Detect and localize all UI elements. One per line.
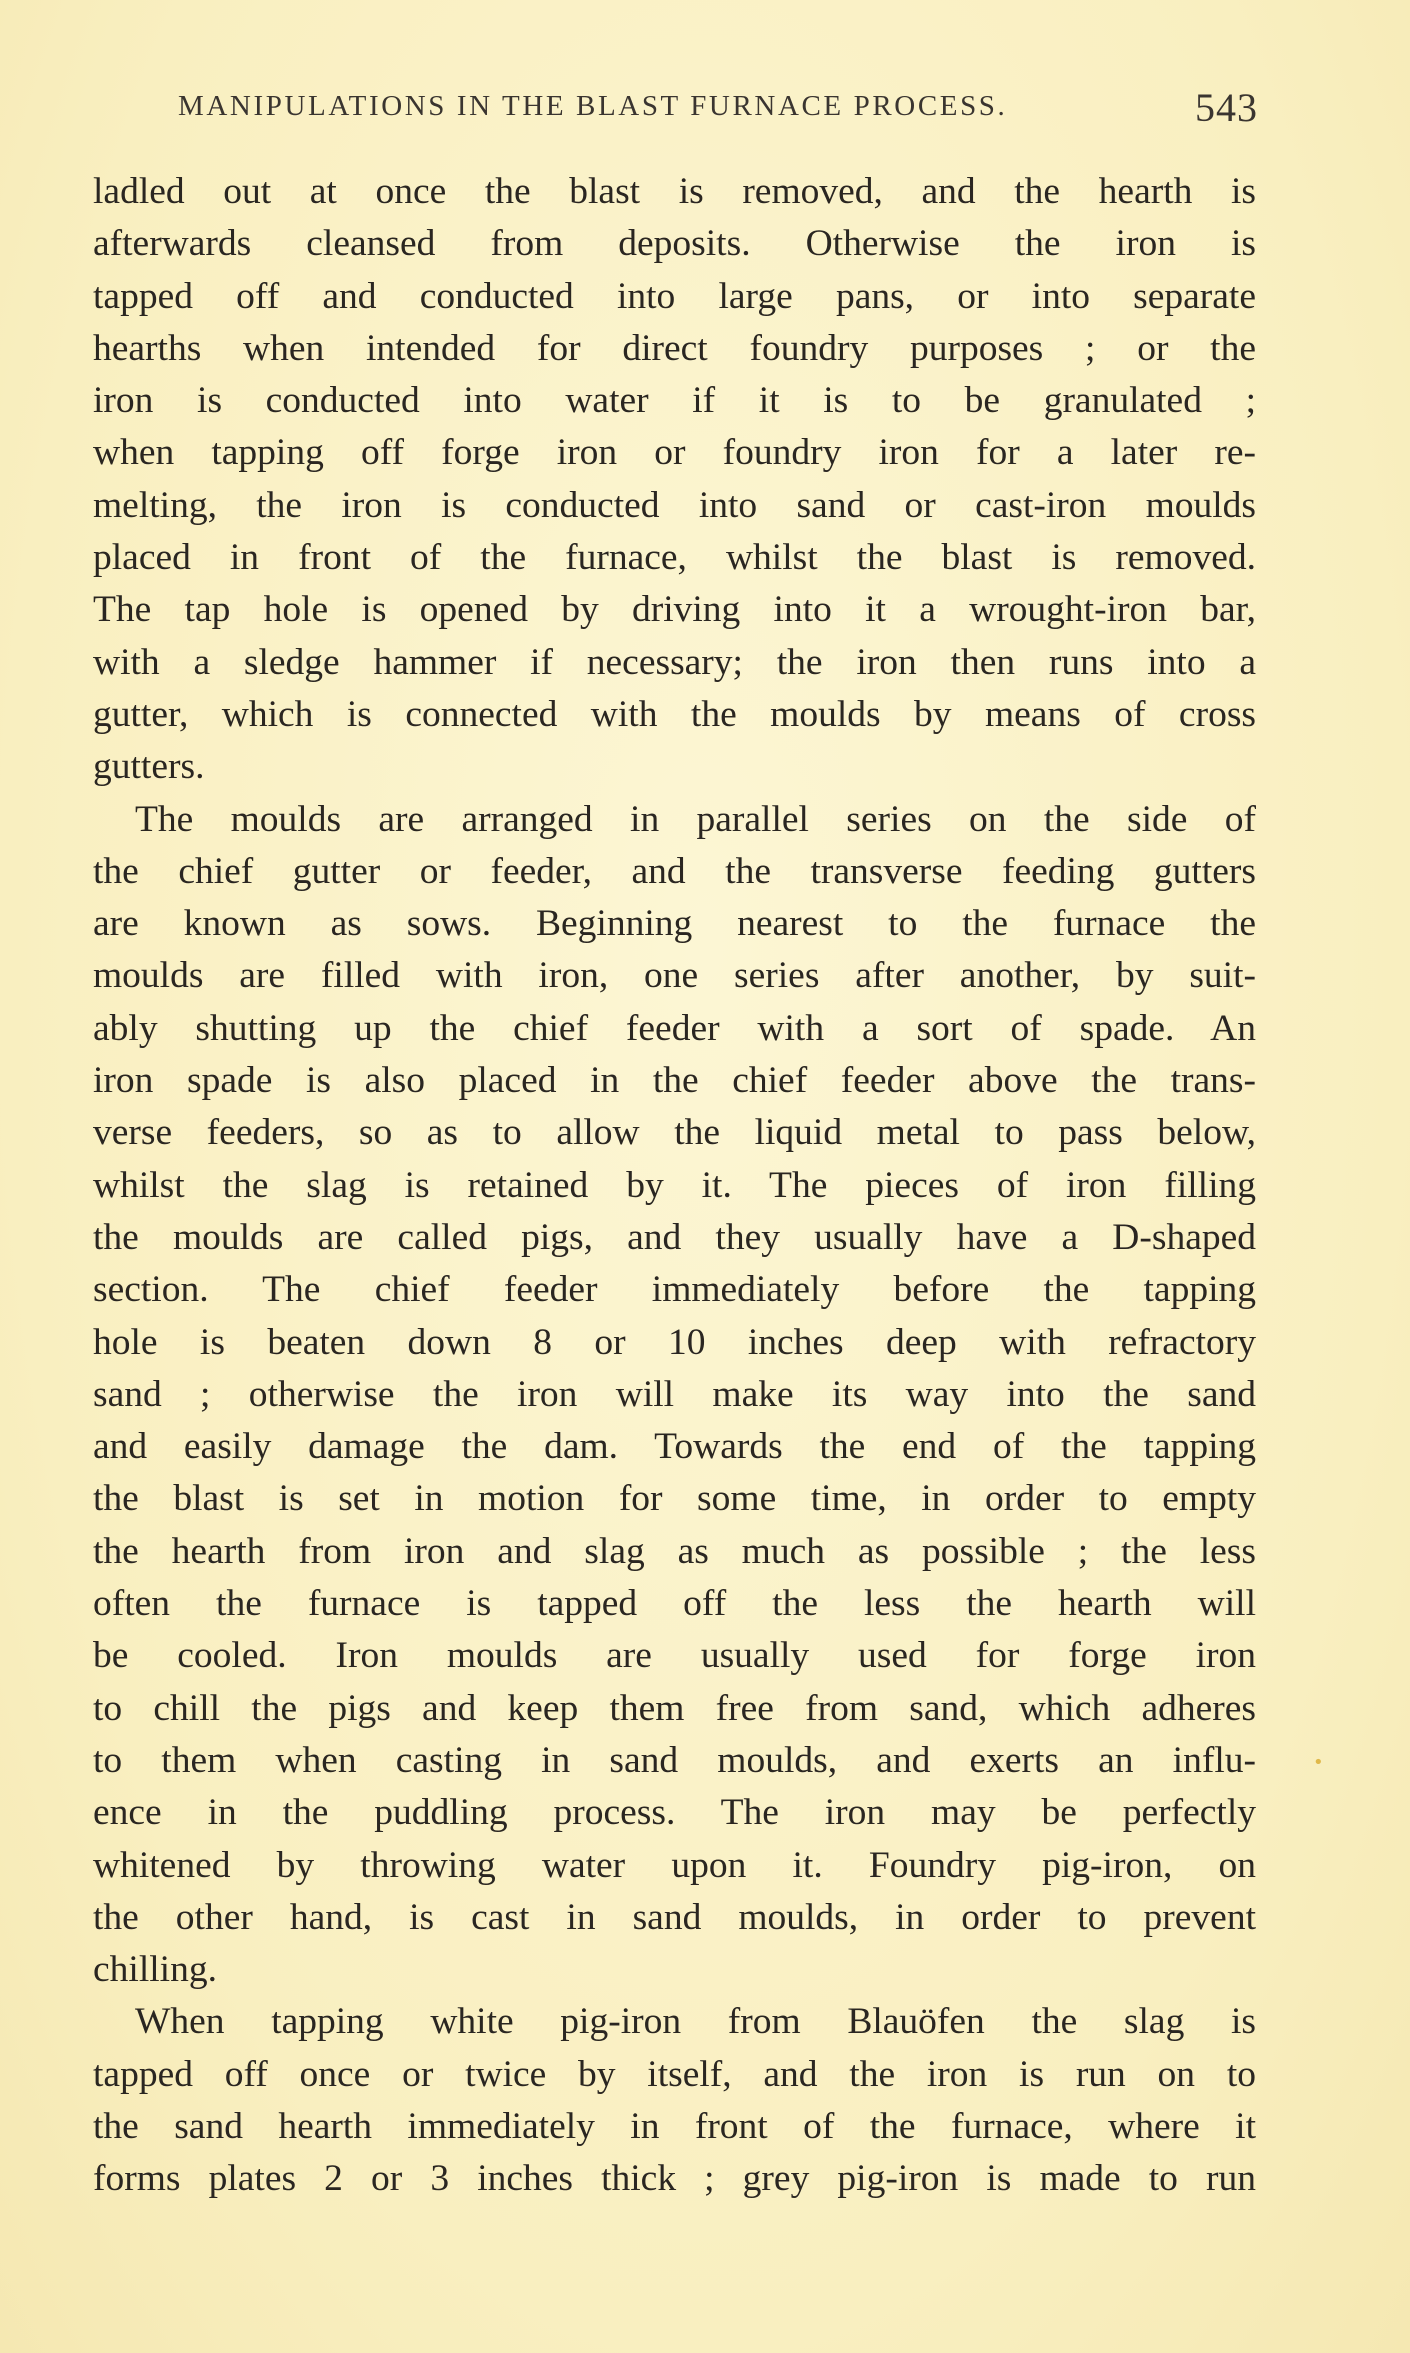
text-line: whilst the slag is retained by it. The pieces of iron filling <box>93 1164 1256 1206</box>
text-line: ably shutting up the chief feeder with a sort of spade. An <box>93 1007 1256 1049</box>
text-line: and easily damage the dam. Towards the end of the tapping <box>93 1426 1256 1468</box>
text-line: gutter, which is connected with the moulds by means of cross <box>93 693 1256 735</box>
text-line: the sand hearth immediately in front of the furnace, where it <box>93 2105 1256 2147</box>
text-line: whitened by throwing water upon it. Foundry pig-iron, on <box>93 1844 1256 1886</box>
text-line: ladled out at once the blast is removed, and the hearth is <box>93 171 1256 212</box>
text-line: the hearth from iron and slag as much as possible ; the less <box>93 1530 1256 1572</box>
text-line: the chief gutter or feeder, and the transverse feeding gutters <box>93 850 1256 892</box>
text-line: afterwards cleansed from deposits. Otherwise the iron is <box>93 223 1256 265</box>
page-number: 543 <box>1195 85 1258 130</box>
text-line: the blast is set in motion for some time, in order to empty <box>93 1478 1256 1520</box>
text-line: tapped off and conducted into large pans, or into separate <box>93 275 1256 317</box>
text-line: tapped off once or twice by itself, and the iron is run on to <box>93 2053 1256 2095</box>
text-line: chilling. <box>93 1949 217 1991</box>
text-line: When tapping white pig-iron from Blauöfen the slag is <box>135 2001 1256 2043</box>
text-line: verse feeders, so as to allow the liquid metal to pass below, <box>93 1112 1256 1154</box>
text-line: to them when casting in sand moulds, and exerts an influ- <box>93 1739 1256 1781</box>
text-line: sand ; otherwise the iron will make its way into the sand <box>93 1373 1256 1415</box>
text-line: iron is conducted into water if it is to be granulated ; <box>93 380 1256 422</box>
text-line: the other hand, is cast in sand moulds, in order to prevent <box>93 1896 1256 1938</box>
text-line: hearths when intended for direct foundry purposes ; or the <box>93 327 1256 369</box>
text-line: The tap hole is opened by driving into it a wrought-iron bar, <box>93 589 1256 631</box>
text-line: forms plates 2 or 3 inches thick ; grey pig-iron is made to run <box>93 2158 1256 2200</box>
text-line: placed in front of the furnace, whilst the blast is removed. <box>93 537 1256 579</box>
text-line: with a sledge hammer if necessary; the iron then runs into a <box>93 641 1256 683</box>
text-line: The moulds are arranged in parallel series on the side of <box>135 798 1256 840</box>
body-text <box>93 166 1256 2206</box>
text-line: often the furnace is tapped off the less the hearth will <box>93 1583 1256 1625</box>
text-line: gutters. <box>93 746 205 788</box>
text-line: hole is beaten down 8 or 10 inches deep with refractory <box>93 1321 1256 1363</box>
text-line: moulds are filled with iron, one series after another, by suit- <box>93 955 1256 997</box>
running-head <box>178 84 1258 130</box>
text-line: be cooled. Iron moulds are usually used for forge iron <box>93 1635 1256 1677</box>
paper-speck: • <box>1313 1752 1324 1773</box>
running-title: MANIPULATIONS IN THE BLAST FURNACE PROCESS. <box>178 90 1008 122</box>
text-line: when tapping off forge iron or foundry iron for a later re- <box>93 432 1256 474</box>
text-line: iron spade is also placed in the chief feeder above the trans- <box>93 1060 1256 1102</box>
text-line: to chill the pigs and keep them free from sand, which adheres <box>93 1687 1256 1729</box>
text-line: section. The chief feeder immediately before the tapping <box>93 1269 1256 1311</box>
text-line: the moulds are called pigs, and they usually have a D-shaped <box>93 1216 1256 1258</box>
text-line: ence in the puddling process. The iron may be perfectly <box>93 1792 1256 1834</box>
text-line: are known as sows. Beginning nearest to the furnace the <box>93 903 1256 945</box>
text-line: melting, the iron is conducted into sand or cast-iron moulds <box>93 484 1256 526</box>
